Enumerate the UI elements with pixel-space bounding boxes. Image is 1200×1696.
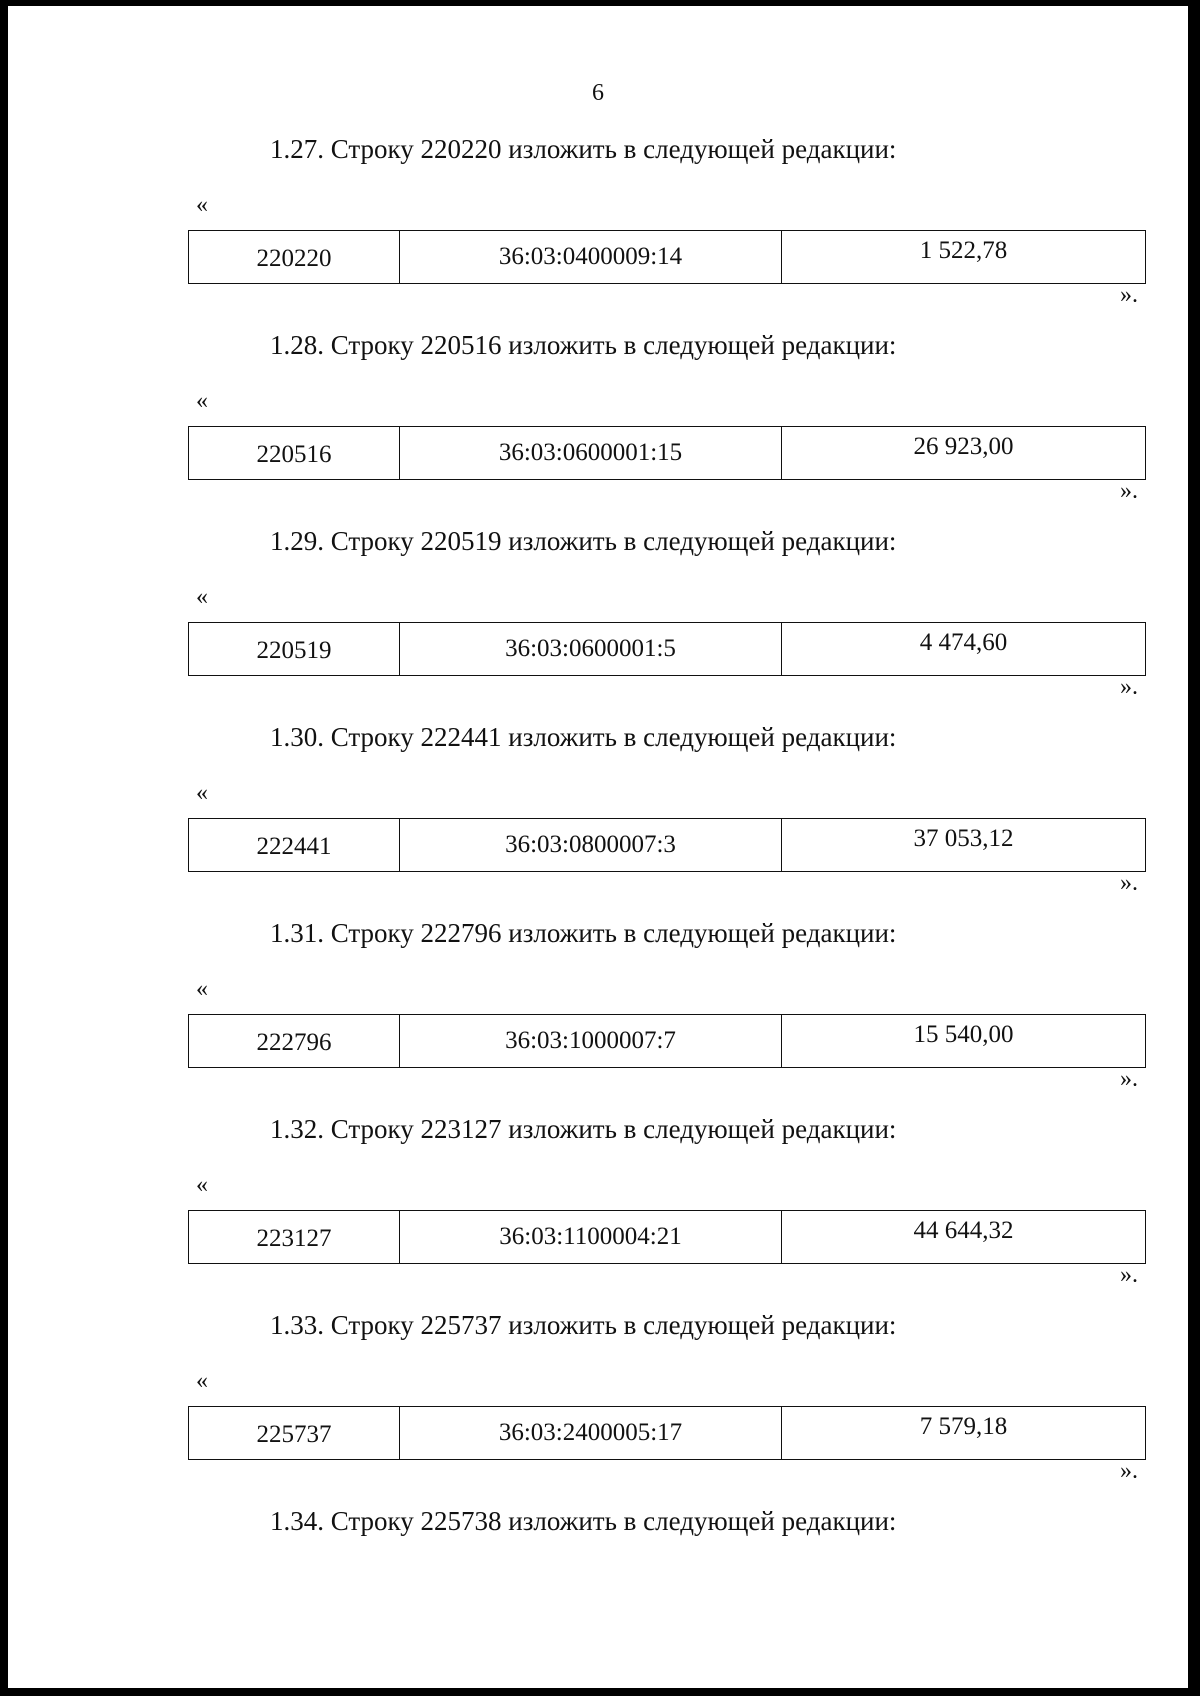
amendment-heading: 1.34. Строку 225738 изложить в следующей редакции: bbox=[270, 1506, 897, 1536]
amendment-list bbox=[188, 134, 1138, 1566]
row-code: 220220 bbox=[256, 245, 332, 272]
close-quote: ». bbox=[1120, 1458, 1138, 1484]
amendment-heading: 1.32. Строку 223127 изложить в следующей редакции: bbox=[270, 1114, 897, 1144]
amendment-item bbox=[188, 722, 1138, 918]
row-value: 37 053,12 bbox=[913, 825, 1014, 852]
cadastral-number: 36:03:0800007:3 bbox=[399, 819, 782, 871]
row-code: 222796 bbox=[256, 1029, 332, 1056]
amendment-item bbox=[188, 330, 1138, 526]
row-code: 223127 bbox=[256, 1225, 332, 1252]
row-code: 220519 bbox=[256, 637, 332, 664]
replacement-row bbox=[188, 818, 1146, 872]
replacement-row bbox=[188, 622, 1146, 676]
document-page bbox=[8, 6, 1188, 1688]
cadastral-number: 36:03:2400005:17 bbox=[399, 1407, 782, 1459]
row-value: 4 474,60 bbox=[919, 629, 1008, 656]
replacement-row bbox=[188, 1406, 1146, 1460]
amendment-item bbox=[188, 526, 1138, 722]
replacement-row bbox=[188, 1014, 1146, 1068]
amendment-heading: 1.33. Строку 225737 изложить в следующей редакции: bbox=[270, 1310, 897, 1340]
cadastral-number: 36:03:1000007:7 bbox=[399, 1015, 782, 1067]
row-value: 15 540,00 bbox=[913, 1021, 1014, 1048]
close-quote: ». bbox=[1120, 1066, 1138, 1092]
open-quote: « bbox=[196, 388, 208, 414]
replacement-row bbox=[188, 426, 1146, 480]
amendment-item bbox=[188, 1506, 1088, 1566]
amendment-heading: 1.31. Строку 222796 изложить в следующей редакции: bbox=[270, 918, 897, 948]
cadastral-number: 36:03:0400009:14 bbox=[399, 231, 782, 283]
amendment-item bbox=[188, 918, 1138, 1114]
open-quote: « bbox=[196, 976, 208, 1002]
close-quote: ». bbox=[1120, 1262, 1138, 1288]
amendment-heading: 1.30. Строку 222441 изложить в следующей редакции: bbox=[270, 722, 897, 752]
row-value: 7 579,18 bbox=[919, 1413, 1008, 1440]
row-code: 222441 bbox=[256, 833, 332, 860]
close-quote: ». bbox=[1120, 674, 1138, 700]
row-code: 225737 bbox=[256, 1421, 332, 1448]
amendment-heading: 1.29. Строку 220519 изложить в следующей редакции: bbox=[270, 526, 897, 556]
close-quote: ». bbox=[1120, 478, 1138, 504]
open-quote: « bbox=[196, 1368, 208, 1394]
close-quote: ». bbox=[1120, 282, 1138, 308]
row-value: 1 522,78 bbox=[919, 237, 1008, 264]
replacement-row bbox=[188, 230, 1146, 284]
close-quote: ». bbox=[1120, 870, 1138, 896]
amendment-heading: 1.28. Строку 220516 изложить в следующей редакции: bbox=[270, 330, 897, 360]
row-value: 26 923,00 bbox=[913, 433, 1014, 460]
cadastral-number: 36:03:0600001:5 bbox=[399, 623, 782, 675]
cadastral-number: 36:03:0600001:15 bbox=[399, 427, 782, 479]
amendment-item bbox=[188, 1310, 1138, 1506]
open-quote: « bbox=[196, 192, 208, 218]
row-value: 44 644,32 bbox=[913, 1217, 1014, 1244]
open-quote: « bbox=[196, 780, 208, 806]
row-code: 220516 bbox=[256, 441, 332, 468]
cadastral-number: 36:03:1100004:21 bbox=[399, 1211, 782, 1263]
amendment-item bbox=[188, 134, 1138, 330]
replacement-row bbox=[188, 1210, 1146, 1264]
amendment-item bbox=[188, 1114, 1138, 1310]
page-number: 6 bbox=[592, 80, 604, 106]
open-quote: « bbox=[196, 584, 208, 610]
open-quote: « bbox=[196, 1172, 208, 1198]
amendment-heading: 1.27. Строку 220220 изложить в следующей редакции: bbox=[270, 134, 897, 164]
